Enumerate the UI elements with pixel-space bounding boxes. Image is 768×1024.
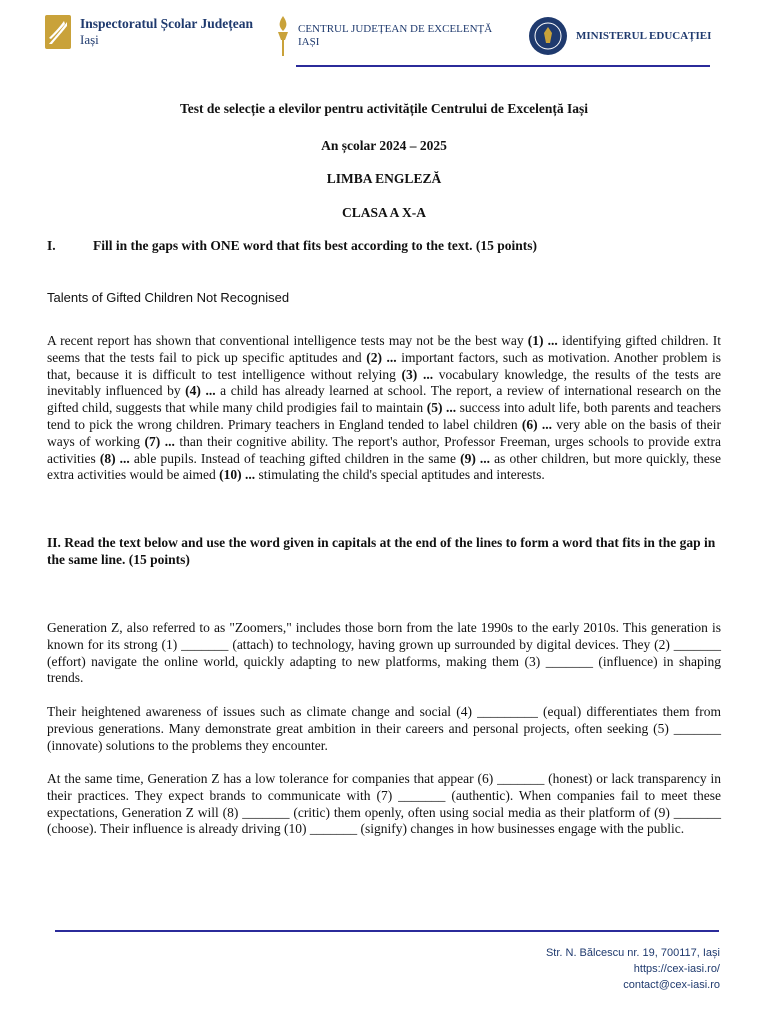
gap-marker: (10) ... [219, 467, 256, 483]
isj-logo [44, 14, 253, 50]
gap-marker: (7) ... [144, 433, 175, 449]
text-segment: than their cognitive ability. The report's author, Professor Freeman, urges schools to provide extra activities [47, 433, 721, 466]
section2-paragraph-1: Generation Z, also referred to as "Zoomers," includes those born from the late 1990s to the early 2010s. This generation is known for its strong (1) _______ (attach) to technology, having grown up surrounded by digital devices. They (2) _______ (effort) navigate the online world, quickly adapting to new platforms, making them (3) _______ (influence) in shaping trends. [47, 620, 721, 686]
section1-heading: Fill in the gaps with ONE word that fits best according to the text. (15 points) [93, 238, 537, 253]
section2-heading: II. Read the text below and use the word given in capitals at the end of the lines to form a word that fits in the gap in the same line. (15 points) [47, 535, 716, 567]
text-segment: stimulating the child's special aptitudes and interests. [255, 467, 545, 483]
isj-emblem-icon [44, 14, 72, 50]
footer-address: Str. N. Bălcescu nr. 19, 700117, Iași [545, 947, 720, 959]
page-header [0, 0, 768, 70]
text-segment: as other children, but more quickly, these extra activities would be aimed [47, 450, 721, 483]
grade: CLASA A X-A [341, 205, 427, 220]
ministry-logo [528, 16, 711, 56]
header-divider [296, 65, 710, 67]
school-year: An școlar 2024 – 2025 [321, 138, 447, 153]
text-title: Talents of Gifted Children Not Recognised [47, 290, 290, 305]
ministry-seal-icon [528, 16, 568, 56]
torch-icon [274, 14, 292, 58]
gap-marker: (5) ... [426, 400, 457, 416]
page-footer [546, 945, 720, 993]
footer-divider [55, 930, 719, 932]
gap-marker: (1) ... [527, 333, 558, 348]
ministry-name: MINISTERUL EDUCAȚIEI [576, 30, 712, 42]
text-segment: vocabulary knowledge, the results of the tests are inevitably influenced by [47, 366, 721, 399]
cex-name-line2: IAȘI [298, 36, 320, 48]
text-segment: very able on the basis of their ways of working [47, 416, 721, 449]
gap-marker: (9) ... [460, 450, 491, 466]
subject: LIMBA ENGLEZĂ [326, 171, 442, 186]
gap-marker: (8) ... [99, 450, 130, 466]
section1-number: I. [47, 238, 56, 253]
gap-marker: (4) ... [185, 383, 216, 399]
text-segment: a child has already learned at school. The report, a review of international research on the gifted child, suggests that while many child prodigies fail to maintain [47, 383, 721, 416]
cex-name-line1: CENTRUL JUDEȚEAN DE EXCELENȚĂ [298, 23, 493, 35]
section2-paragraph-2: Their heightened awareness of issues such as climate change and social (4) _________ (equal) differentiates them from previous generations. Many demonstrate great ambition in their careers and personal projects, often seeking (5) _______ (innovate) solutions to the problems they encounter. [47, 704, 721, 753]
text-segment: A recent report has shown that conventional intelligence tests may not be the best way [47, 333, 528, 348]
text-segment: important factors, such as motivation. Another problem is that, because it is difficult to test intelligence without relying [47, 349, 721, 382]
text-segment: success into adult life, both parents and teachers tend to pick the wrong children. Primary teachers in England tended to label children [47, 400, 721, 432]
gap-marker: (3) ... [401, 366, 434, 382]
isj-city: Iași [80, 32, 99, 47]
test-title: Test de selecție a elevilor pentru activitățile Centrului de Excelență Iași [180, 101, 588, 116]
cex-logo [274, 14, 492, 58]
text-segment: identifying gifted children. It seems that the tests fail to pick up specific aptitudes and [47, 333, 721, 365]
footer-email-link[interactable]: contact@cex-iasi.ro [623, 979, 720, 991]
isj-title: Inspectoratul Școlar Județean [80, 16, 254, 31]
gap-marker: (6) ... [521, 416, 552, 432]
gap-marker: (2) ... [366, 349, 397, 365]
text-segment: able pupils. Instead of teaching gifted children in the same [129, 450, 461, 466]
footer-website-link[interactable]: https://cex-iasi.ro/ [633, 963, 720, 975]
section1-paragraph [47, 333, 721, 484]
section2-paragraph-3: At the same time, Generation Z has a low tolerance for companies that appear (6) _______ (honest) or lack transparency in their practices. They expect brands to communicate with (7) _______ (authentic). When companies fail to meet these expectations, Generation Z will (8) _______ (critic) them openly, often using social media as their platform of (9) _______ (choose). Their influence is already driving (10) _______ (signify) changes in how businesses engage with the public. [47, 771, 721, 837]
